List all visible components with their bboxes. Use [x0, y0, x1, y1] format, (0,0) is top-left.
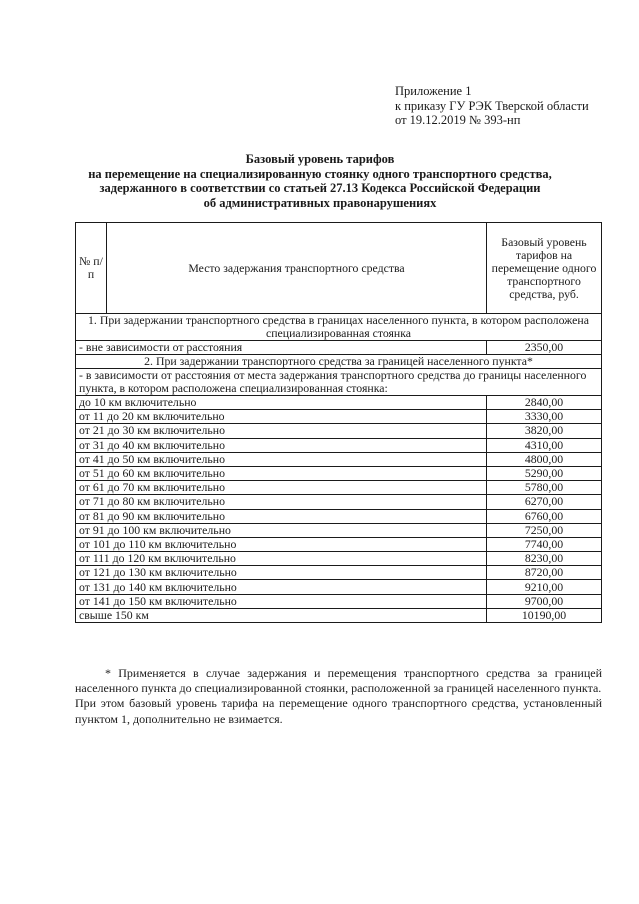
table-row [76, 552, 602, 566]
tariff-value-cell: 9210,00 [487, 580, 602, 594]
tariff-value-cell: 7740,00 [487, 537, 602, 551]
document-title [40, 152, 600, 210]
table-row [76, 509, 602, 523]
tariff-value-cell: 3820,00 [487, 424, 602, 438]
footnote [75, 666, 602, 727]
distance-cell: от 21 до 30 км включительно [76, 424, 487, 438]
table-row [76, 580, 602, 594]
footnote-line-1: * Применяется в случае задержания и перемещения транспортного средства за границей населенного пункта до специализированной стоянки, расположенной за границей населенного пункта. [75, 666, 602, 696]
appendix-order: к приказу ГУ РЭК Тверской области [395, 98, 589, 113]
title-line-2: на перемещение на специализированную стоянку одного транспортного средства, [88, 166, 552, 181]
distance-cell: от 111 до 120 км включительно [76, 552, 487, 566]
tariff-value-cell: 6270,00 [487, 495, 602, 509]
distance-cell: свыше 150 км [76, 608, 487, 622]
table-row [76, 396, 602, 410]
header-tariff: Базовый уровень тарифов на перемещение одного транспортного средства, руб. [487, 223, 602, 314]
tariff-value-cell: 4310,00 [487, 438, 602, 452]
section-2-title: 2. При задержании транспортного средства за границей населенного пункта* [76, 355, 602, 369]
section-2-title-row [76, 355, 602, 369]
distance-cell: от 51 до 60 км включительно [76, 466, 487, 480]
section-1-value: 2350,00 [487, 341, 602, 355]
title-line-1: Базовый уровень тарифов [245, 152, 395, 166]
tariff-value-cell: 5780,00 [487, 481, 602, 495]
table-row [76, 594, 602, 608]
section-2-note: - в зависимости от расстояния от места задержания транспортного средства до границы населенного пункта, в котором расположена специализированная стоянка: [76, 369, 602, 396]
distance-cell: от 121 до 130 км включительно [76, 566, 487, 580]
title-line-4: об административных правонарушениях [203, 195, 437, 210]
table-row [76, 608, 602, 622]
tariff-value-cell: 8230,00 [487, 552, 602, 566]
tariff-table [75, 222, 602, 623]
distance-cell: от 131 до 140 км включительно [76, 580, 487, 594]
distance-cell: от 41 до 50 км включительно [76, 452, 487, 466]
table-row [76, 495, 602, 509]
appendix-header [395, 84, 589, 128]
table-header-row [76, 223, 602, 314]
tariff-value-cell: 7250,00 [487, 523, 602, 537]
tariff-value-cell: 2840,00 [487, 396, 602, 410]
distance-cell: от 11 до 20 км включительно [76, 410, 487, 424]
table-row [76, 537, 602, 551]
distance-cell: от 81 до 90 км включительно [76, 509, 487, 523]
distance-cell: от 31 до 40 км включительно [76, 438, 487, 452]
appendix-title: Приложение 1 [395, 84, 472, 98]
title-line-3: задержанного в соответствии со статьей 27.13 Кодекса Российской Федерации [99, 181, 541, 195]
section-1-title: 1. При задержании транспортного средства в границах населенного пункта, в котором расположена специализированная стоянка [76, 314, 602, 341]
table-row [76, 410, 602, 424]
distance-cell: до 10 км включительно [76, 396, 487, 410]
table-row [76, 566, 602, 580]
tariff-value-cell: 3330,00 [487, 410, 602, 424]
distance-cell: от 91 до 100 км включительно [76, 523, 487, 537]
header-number: № п/п [76, 223, 107, 314]
tariff-value-cell: 10190,00 [487, 608, 602, 622]
table-row [76, 438, 602, 452]
tariff-value-cell: 8720,00 [487, 566, 602, 580]
section-1-note: - вне зависимости от расстояния [76, 341, 487, 355]
tariff-value-cell: 5290,00 [487, 466, 602, 480]
tariff-value-cell: 4800,00 [487, 452, 602, 466]
distance-cell: от 61 до 70 км включительно [76, 481, 487, 495]
section-1-row [76, 341, 602, 355]
distance-cell: от 101 до 110 км включительно [76, 537, 487, 551]
table-row [76, 523, 602, 537]
table-row [76, 466, 602, 480]
table-row [76, 452, 602, 466]
header-place: Место задержания транспортного средства [107, 223, 487, 314]
tariff-value-cell: 9700,00 [487, 594, 602, 608]
distance-cell: от 141 до 150 км включительно [76, 594, 487, 608]
appendix-date: от 19.12.2019 № 393-нп [395, 113, 521, 128]
footnote-line-2: При этом базовый уровень тарифа на перемещение одного транспортного средства, установленный пунктом 1, дополнительно не взимается. [75, 696, 602, 726]
section-1-title-row [76, 314, 602, 341]
section-2-note-row [76, 369, 602, 396]
table-row [76, 481, 602, 495]
table-row [76, 424, 602, 438]
distance-cell: от 71 до 80 км включительно [76, 495, 487, 509]
tariff-value-cell: 6760,00 [487, 509, 602, 523]
